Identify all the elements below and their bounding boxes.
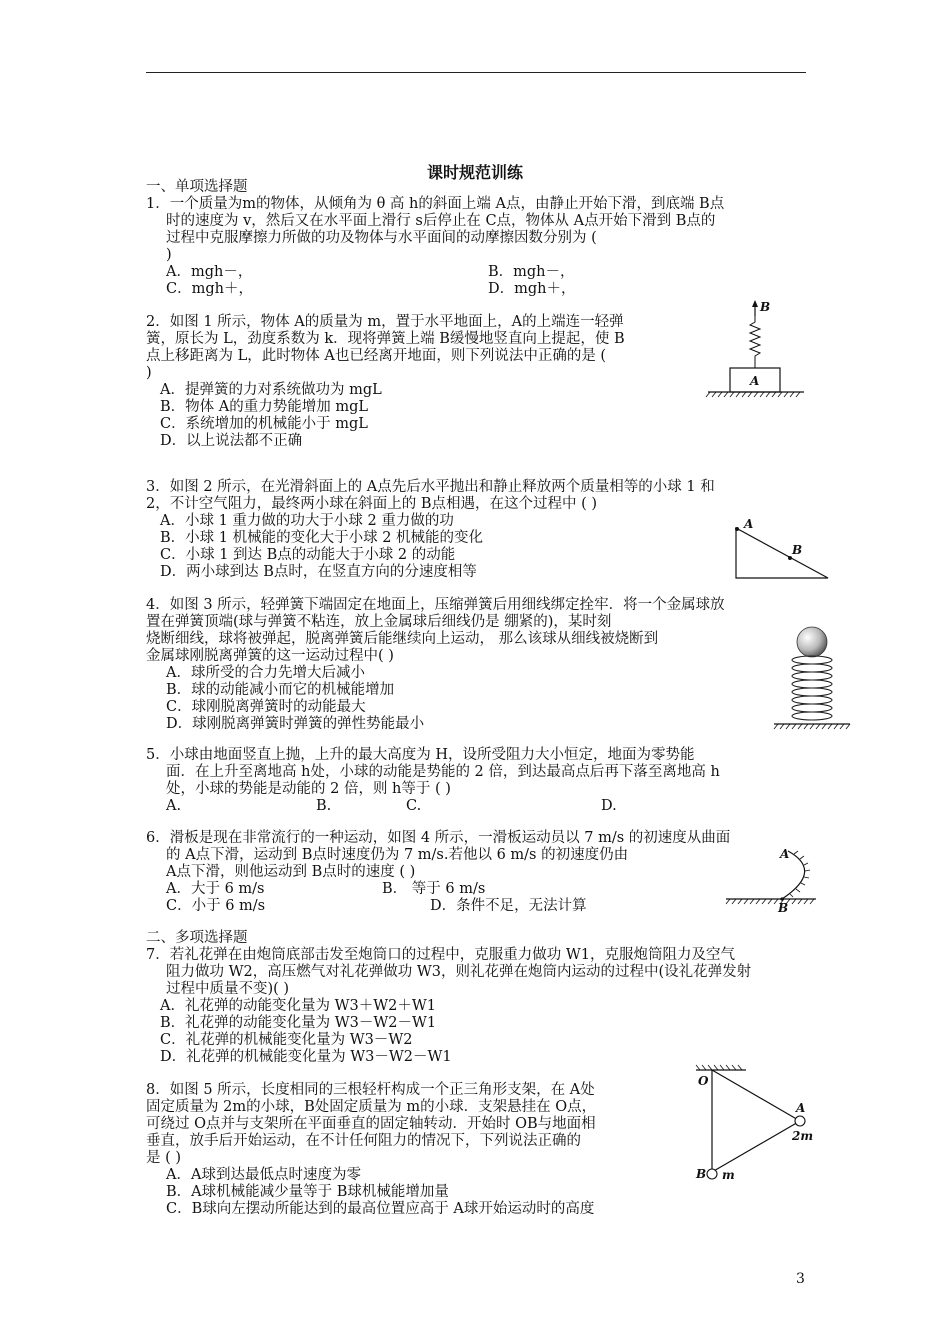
q3-option-c: C．小球 1 到达 B点的动能大于小球 2 的动能: [160, 547, 456, 563]
page-number: 3: [796, 1271, 805, 1287]
q7-option-a: A．礼花弹的动能变化量为 W3＋W2＋W1: [160, 998, 436, 1014]
q4-line: 金属球刚脱离弹簧的这一运动过程中( ): [146, 648, 394, 664]
q6-option-d: D．条件不足，无法计算: [430, 898, 587, 914]
q8-line: 8．如图 5 所示，长度相同的三根轻杆构成一个正三角形支架，在 A处: [146, 1082, 595, 1098]
q8-line: 是 ( ): [146, 1150, 182, 1166]
q2-line: 簧，原长为 L，劲度系数为 k．现将弹簧上端 B缓慢地竖直向上提起，使 B: [146, 331, 625, 347]
fig5-label-m: m: [722, 1168, 735, 1182]
q7-option-c: C．礼花弹的机械能变化量为 W3－W2: [160, 1032, 413, 1048]
q7-line: 过程中质量不变)( ): [166, 981, 290, 997]
q8-line: 固定质量为 2m的小球，B处固定质量为 m的小球．支架悬挂在 O点，: [146, 1099, 597, 1115]
q4-option-b: B．球的动能减小而它的机械能增加: [166, 682, 395, 698]
fig1-label-b: B: [760, 300, 771, 314]
q2-option-a: A．提弹簧的力对系统做功为 mgL: [160, 382, 382, 398]
q2-option-d: D．以上说法都不正确: [160, 433, 303, 449]
q6-option-b: B． 等于 6 m/s: [382, 881, 486, 897]
q8-option-a: A．A球到达最低点时速度为零: [166, 1167, 361, 1183]
q2-option-c: C．系统增加的机械能小于 mgL: [160, 416, 368, 432]
q1-option-b: B．mgh－，: [488, 264, 575, 280]
q4-line: 4．如图 3 所示，轻弹簧下端固定在地面上，压缩弹簧后用细线绑定拴牢．将一个金属球放: [146, 597, 725, 613]
fig4-label-b: B: [778, 901, 789, 915]
q5-option-a: A.: [166, 798, 182, 814]
q3-line: 3．如图 2 所示，在光滑斜面上的 A点先后水平抛出和静止释放两个质量相等的小球 1 和: [146, 479, 715, 495]
q2-line: 点上移距离为 L，此时物体 A也已经离开地面，则下列说法中正确的是 (: [146, 348, 607, 364]
figure-1-spring-block: [700, 298, 810, 400]
q4-line: 置在弹簧顶端(球与弹簧不粘连，放上金属球后细线仍是 绷紧的)，某时刻: [146, 614, 612, 630]
page-title: 课时规范训练: [426, 163, 523, 182]
q8-option-c: C．B球向左摆动所能达到的最高位置应高于 A球开始运动时的高度: [166, 1201, 595, 1217]
fig2-label-a: A: [744, 517, 754, 531]
section-heading-multi-choice: 二、多项选择题: [146, 930, 248, 946]
q3-option-d: D．两小球到达 B点时，在竖直方向的分速度相等: [160, 564, 477, 580]
q8-option-b: B．A球机械能减少量等于 B球机械能增加量: [166, 1184, 449, 1200]
fig5-label-a: A: [796, 1101, 806, 1115]
q4-option-c: C．球刚脱离弹簧时的动能最大: [166, 699, 366, 715]
fig2-label-b: B: [792, 543, 803, 557]
section-heading-single-choice: 一、单项选择题: [146, 179, 248, 195]
q5-option-b: B.: [316, 798, 332, 814]
fig1-label-a: A: [750, 374, 760, 388]
q1-option-a: A．mgh－，: [166, 264, 253, 280]
q6-option-a: A．大于 6 m/s: [166, 881, 265, 897]
q5-option-c: C.: [406, 798, 422, 814]
q2-line: ): [146, 365, 152, 381]
q1-option-c: C．mgh＋，: [166, 281, 253, 297]
q8-line: 垂直，放手后开始运动，在不计任何阻力的情况下，下列说法正确的: [146, 1133, 581, 1149]
q1-line: 1．一个质量为m的物体，从倾角为 θ 高 h的斜面上端 A点，由静止开始下滑，到底端 B点: [146, 196, 725, 212]
header-rule: [146, 72, 806, 73]
q5-option-d: D.: [601, 798, 617, 814]
figure-4-curved-ramp: [724, 845, 820, 913]
q1-line: 时的速度为 v，然后又在水平面上滑行 s后停止在 C点，物体从 A点开始下滑到 B点的: [166, 213, 716, 229]
q7-line: 阻力做功 W2，高压燃气对礼花弹做功 W3，则礼花弹在炮筒内运动的过程中(设礼花弹发射: [166, 964, 752, 980]
figure-3-ball-spring: [772, 622, 852, 734]
q3-option-a: A．小球 1 重力做的功大于小球 2 重力做的功: [160, 513, 454, 529]
fig5-label-o: O: [698, 1074, 709, 1088]
q3-line: 2，不计空气阻力，最终两小球在斜面上的 B点相遇，在这个过程中 ( ): [146, 496, 598, 512]
q4-line: 烧断细线，球将被弹起，脱离弹簧后能继续向上运动， 那么该球从细线被烧断到: [146, 631, 659, 647]
fig4-label-a: A: [780, 847, 790, 861]
q8-line: 可绕过 O点并与支架所在平面垂直的固定轴转动．开始时 OB与地面相: [146, 1116, 596, 1132]
q5-line: 面．在上升至离地高 h处，小球的动能是势能的 2 倍，到达最高点后再下落至离地高 h: [166, 764, 720, 780]
q4-option-d: D．球刚脱离弹簧时弹簧的弹性势能最小: [166, 716, 425, 732]
q6-line: A点下滑，则他运动到 B点时的速度 ( ): [166, 864, 416, 880]
q6-line: 的 A点下滑，运动到 B点时速度仍为 7 m/s.若他以 6 m/s 的初速度仍由: [166, 847, 629, 863]
q4-option-a: A．球所受的合力先增大后减小: [166, 665, 365, 681]
q6-option-c: C．小于 6 m/s: [166, 898, 266, 914]
q6-line: 6．滑板是现在非常流行的一种运动，如图 4 所示，一滑板运动员以 7 m/s 的初速度从曲面: [146, 830, 731, 846]
q3-option-b: B．小球 1 机械能的变化大于小球 2 机械能的变化: [160, 530, 484, 546]
q7-option-d: D．礼花弹的机械能变化量为 W3－W2－W1: [160, 1049, 452, 1065]
figure-5-triangle-frame: [690, 1064, 820, 1190]
figure-2-incline: [730, 518, 834, 582]
q2-line: 2．如图 1 所示，物体 A的质量为 m，置于水平地面上，A的上端连一轻弹: [146, 314, 624, 330]
fig5-label-2m: 2m: [792, 1129, 814, 1143]
fig5-label-b: B: [696, 1167, 707, 1181]
q7-line: 7．若礼花弹在由炮筒底部击发至炮筒口的过程中，克服重力做功 W1，克服炮筒阻力及空气: [146, 947, 735, 963]
q1-line: ): [166, 247, 172, 263]
q5-line: 5．小球由地面竖直上抛，上升的最大高度为 H，设所受阻力大小恒定，地面为零势能: [146, 747, 695, 763]
q1-line: 过程中克服摩擦力所做的功及物体与水平面间的动摩擦因数分别为 (: [166, 230, 597, 246]
q5-line: 处，小球的势能是动能的 2 倍，则 h等于 ( ): [166, 781, 451, 797]
q2-option-b: B．物体 A的重力势能增加 mgL: [160, 399, 369, 415]
q1-option-d: D．mgh＋，: [488, 281, 576, 297]
q7-option-b: B．礼花弹的动能变化量为 W3－W2－W1: [160, 1015, 437, 1031]
